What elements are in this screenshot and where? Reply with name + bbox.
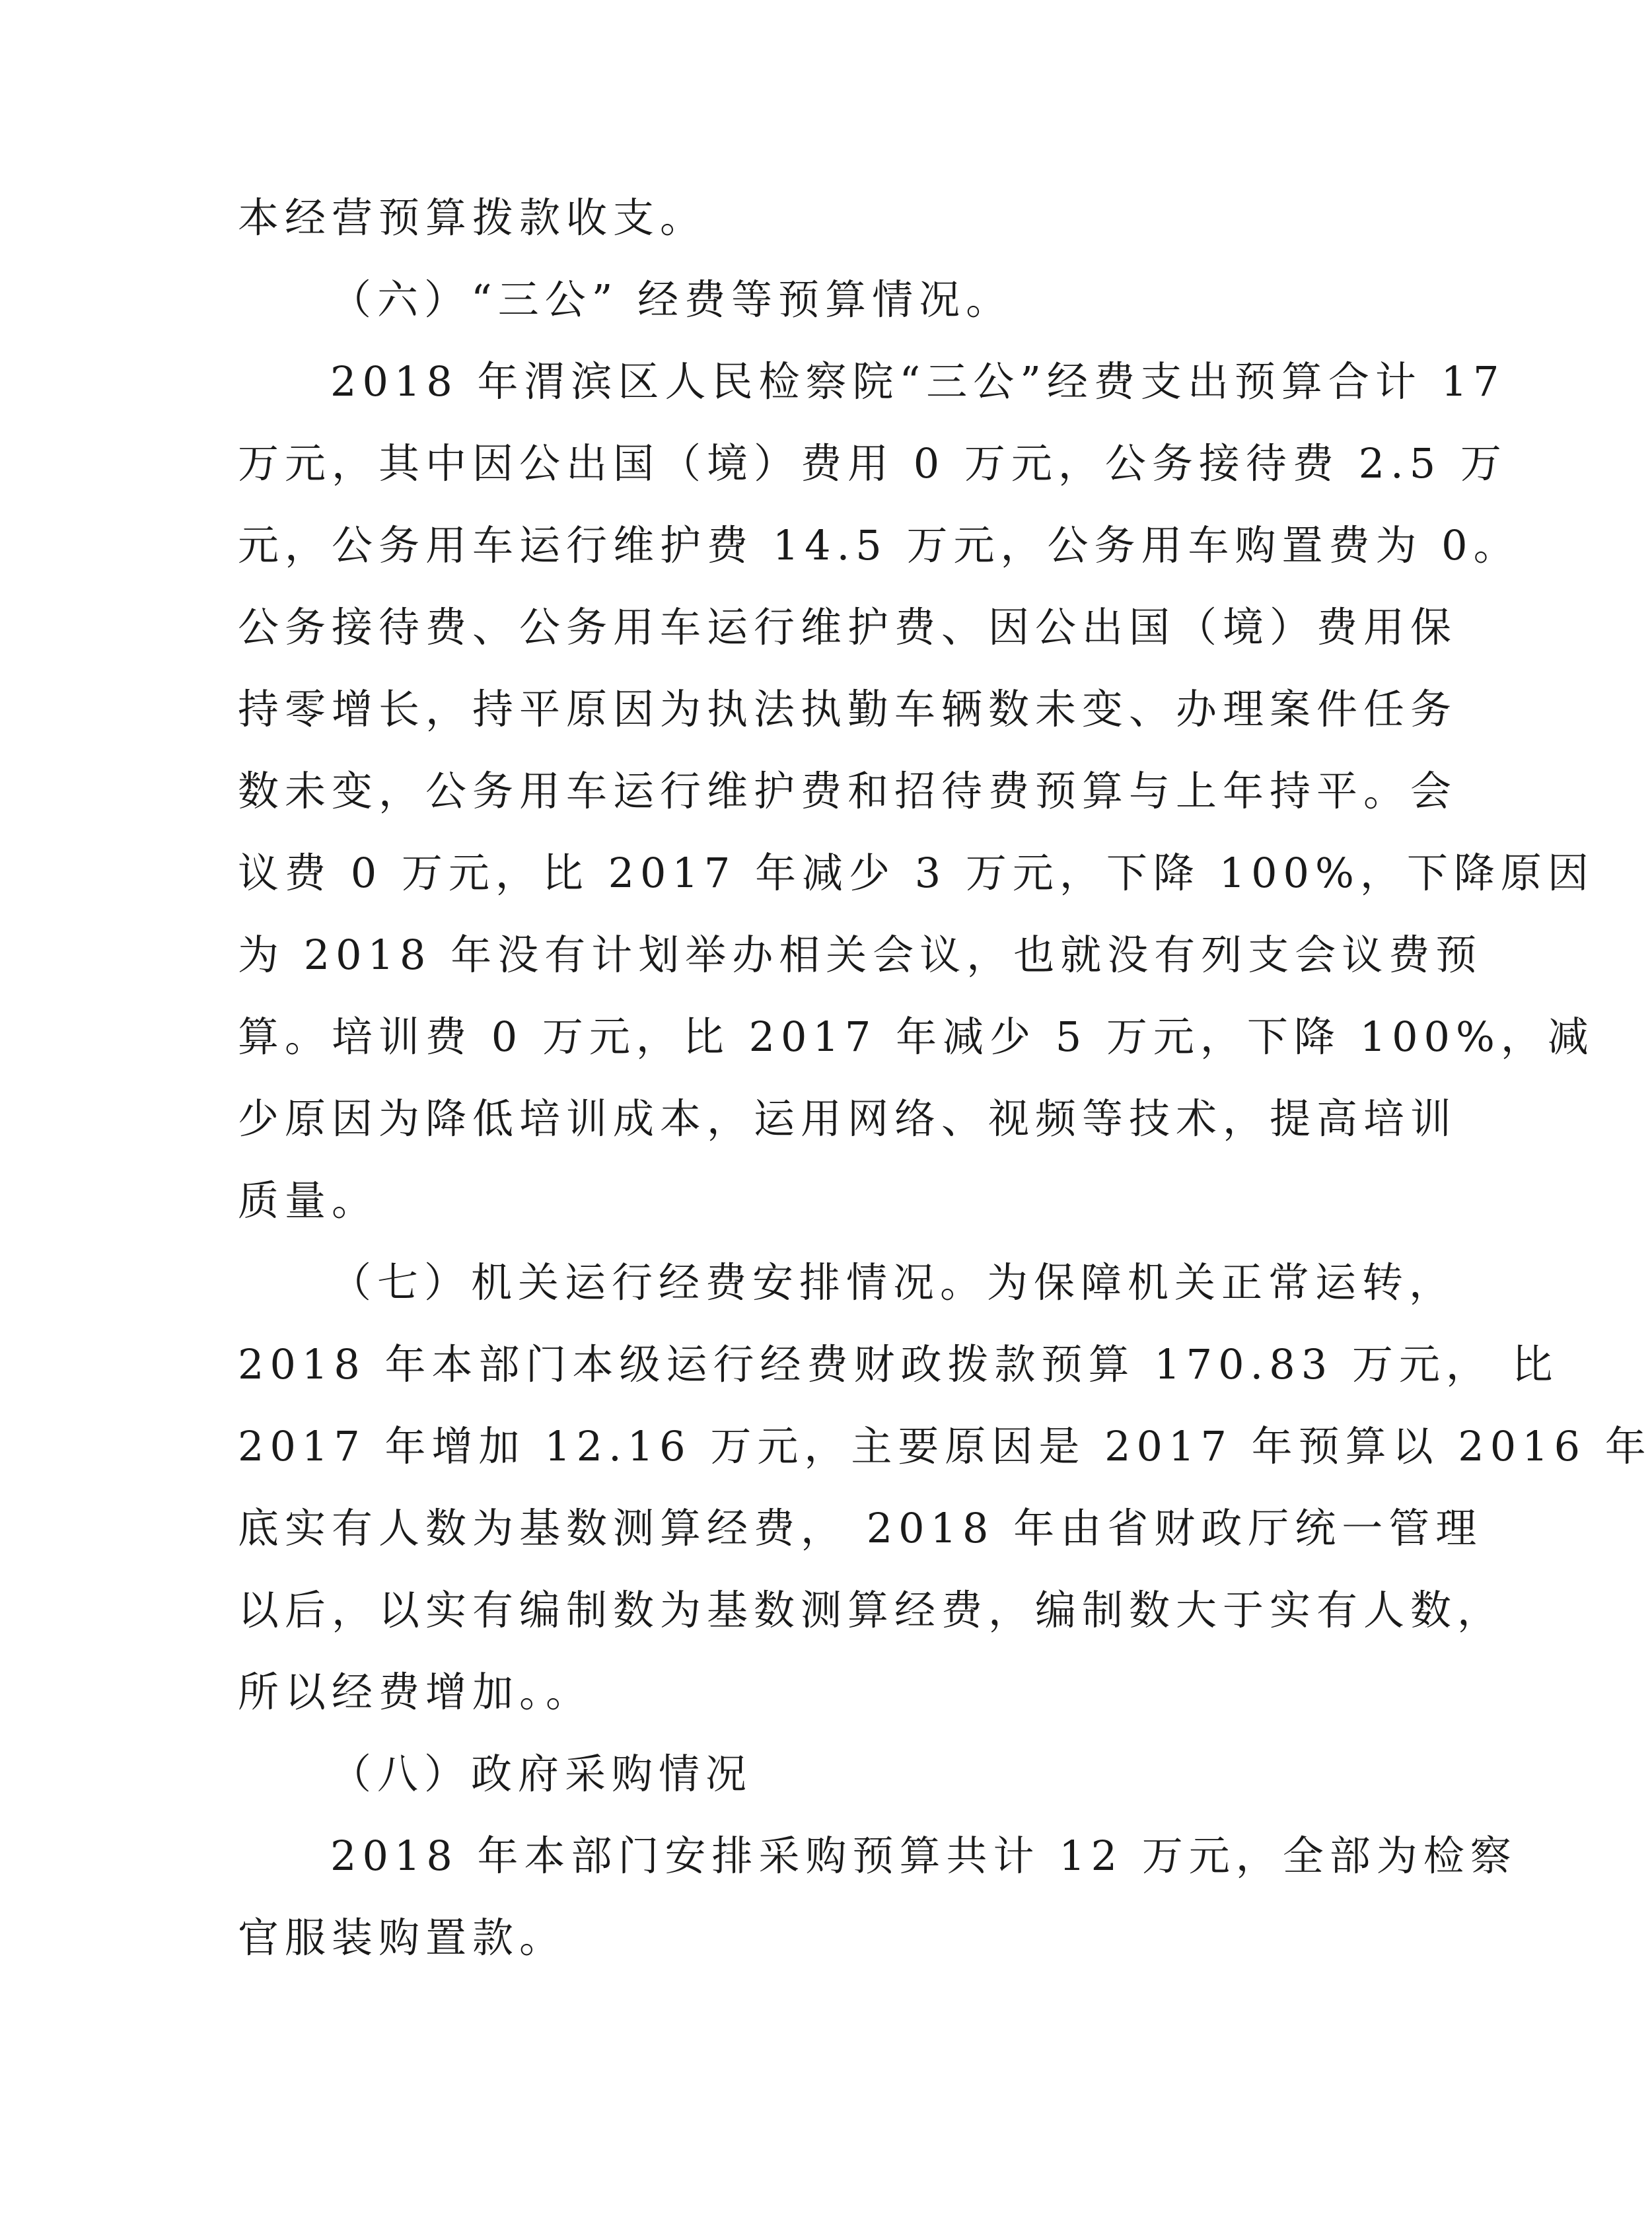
section-heading: （六）“三公” 经费等预算情况。 (330, 275, 1013, 324)
document-body (238, 177, 1652, 1979)
text-line: 少原因为降低培训成本，运用网络、视频等技术，提高培训 (238, 1094, 1458, 1143)
text-line: 2018 年本部门本级运行经费财政拨款预算 170.83 万元， 比 (238, 1340, 1559, 1388)
text-line: 持零增长，持平原因为执法执勤车辆数未变、办理案件任务 (238, 685, 1458, 733)
section-heading: （八）政府采购情况 (330, 1750, 753, 1798)
text-line: 为 2018 年没有计划举办相关会议，也就没有列支会议费预 (238, 931, 1483, 979)
text-line: 元，公务用车运行维护费 14.5 万元，公务用车购置费为 0。 (238, 521, 1521, 569)
text-line: 算。培训费 0 万元，比 2017 年减少 5 万元，下降 100%，减 (238, 1013, 1595, 1061)
text-line: 公务接待费、公务用车运行维护费、因公出国（境）费用保 (238, 603, 1458, 651)
text-line: 官服装购置款。 (238, 1914, 567, 1962)
text-line: 2017 年增加 12.16 万元，主要原因是 2017 年预算以 2016 年 (238, 1422, 1652, 1470)
section-heading: （七）机关运行经费安排情况。为保障机关正常运转， (330, 1258, 1456, 1307)
text-line: 议费 0 万元，比 2017 年减少 3 万元，下降 100%，下降原因 (238, 849, 1595, 897)
text-line: 2018 年本部门安排采购预算共计 12 万元，全部为检察 (330, 1832, 1517, 1880)
text-line: 数未变，公务用车运行维护费和招待费预算与上年持平。会 (238, 767, 1458, 815)
text-line: 万元，其中因公出国（境）费用 0 万元，公务接待费 2.5 万 (238, 439, 1507, 487)
text-line: 以后，以实有编制数为基数测算经费，编制数大于实有人数， (238, 1586, 1505, 1634)
text-line: 所以经费增加。。 (238, 1668, 593, 1716)
text-line: 质量。 (238, 1176, 379, 1225)
text-line: 本经营预算拨款收支。 (238, 194, 707, 242)
text-line: 2018 年渭滨区人民检察院“三公”经费支出预算合计 17 (330, 357, 1505, 406)
text-line: 底实有人数为基数测算经费， 2018 年由省财政厅统一管理 (238, 1504, 1483, 1552)
